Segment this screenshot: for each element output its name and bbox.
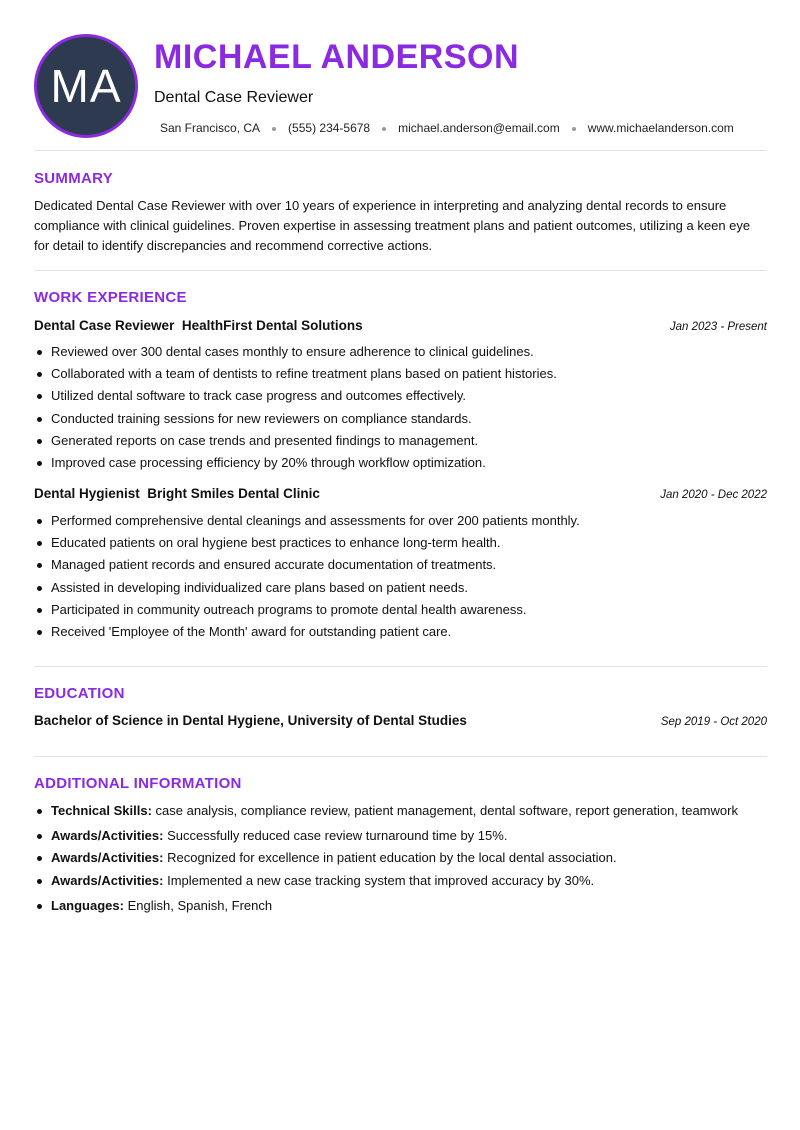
job-role-line: [34, 318, 363, 333]
list-item: Conducted training sessions for new reviewers on compliance standards.: [34, 408, 767, 430]
item-label: Languages:: [51, 897, 124, 913]
list-item: Performed comprehensive dental cleanings and assessments for over 200 patients monthly.: [34, 510, 767, 532]
list-item: Assisted in developing individualized care plans based on patient needs.: [34, 577, 767, 599]
item-text: Recognized for excellence in patient education by the local dental association.: [167, 850, 617, 866]
divider: [34, 270, 767, 271]
list-item: [34, 895, 767, 917]
avatar: [34, 34, 138, 138]
list-item: Utilized dental software to track case progress and outcomes effectively.: [34, 385, 767, 407]
separator-dot-icon: [572, 127, 576, 131]
item-label: Awards/Activities:: [51, 872, 164, 888]
education-dates: Sep 2019 - Oct 2020: [660, 716, 767, 728]
contact-bar: [160, 121, 734, 135]
separator-dot-icon: [272, 127, 276, 131]
separator-dot-icon: [382, 127, 386, 131]
list-item: Generated reports on case trends and presented findings to management.: [34, 430, 767, 452]
job-bullets: [34, 341, 767, 474]
summary-text: Dedicated Dental Case Reviewer with over 10 years of experience in interpreting and analyzing dental records to ensure compliance with clinical guidelines. Proven expertise in assessing treatment plans and patient outcomes, utilizing a keen eye for detail to identify discrepancies and recommend corrective actions.: [34, 198, 751, 253]
job-company: Bright Smiles Dental Clinic: [147, 486, 320, 501]
list-item: [34, 847, 767, 869]
candidate-name: MICHAEL ANDERSON: [154, 38, 520, 76]
list-item: [34, 870, 767, 892]
list-item: Participated in community outreach programs to promote dental health awareness.: [34, 599, 767, 621]
item-text: Successfully reduced case review turnaround time by 15%.: [167, 828, 508, 844]
job-dates: Jan 2023 - Present: [669, 321, 767, 333]
divider: [34, 756, 767, 757]
list-item: Collaborated with a team of dentists to refine treatment plans based on patient histories.: [34, 363, 767, 385]
list-item: [34, 825, 767, 847]
contact-website[interactable]: www.michaelanderson.com: [587, 121, 734, 135]
list-item: Managed patient records and ensured accurate documentation of treatments.: [34, 554, 767, 576]
candidate-title: Dental Case Reviewer: [154, 89, 314, 106]
education-entry: [34, 713, 767, 728]
list-item: Improved case processing efficiency by 20% through workflow optimization.: [34, 452, 767, 474]
divider: [34, 666, 767, 667]
job-role: Dental Hygienist: [34, 486, 140, 501]
item-text: Implemented a new case tracking system that improved accuracy by 30%.: [167, 872, 595, 888]
item-label: Awards/Activities:: [51, 850, 164, 866]
job-company: HealthFirst Dental Solutions: [181, 318, 363, 333]
work-experience-heading: WORK EXPERIENCE: [34, 289, 187, 306]
item-text: case analysis, compliance review, patient management, dental software, report generation, teamwork: [155, 803, 738, 818]
divider: [34, 150, 767, 151]
education-heading: EDUCATION: [34, 685, 125, 702]
additional-info-heading: ADDITIONAL INFORMATION: [34, 775, 242, 792]
job-dates: Jan 2020 - Dec 2022: [660, 489, 767, 501]
list-item: Educated patients on oral hygiene best practices to enhance long-term health.: [34, 532, 767, 554]
job-header: [34, 486, 767, 501]
contact-phone: (555) 234-5678: [288, 121, 371, 135]
list-item: [34, 800, 767, 822]
item-label: Technical Skills:: [51, 803, 152, 818]
job-bullets: [34, 510, 767, 643]
item-text: English, Spanish, French: [127, 897, 273, 913]
list-item: Received 'Employee of the Month' award for outstanding patient care.: [34, 621, 767, 643]
job-header: [34, 318, 767, 333]
avatar-initials: MA: [50, 60, 122, 112]
summary-heading: SUMMARY: [34, 170, 114, 187]
education-degree: Bachelor of Science in Dental Hygiene, University of Dental Studies: [34, 713, 467, 728]
job-role-line: [34, 486, 320, 501]
contact-email[interactable]: michael.anderson@email.com: [398, 121, 560, 135]
contact-location: San Francisco, CA: [160, 121, 261, 135]
job-role: Dental Case Reviewer: [34, 318, 175, 333]
item-label: Awards/Activities:: [51, 828, 164, 844]
additional-info-list: [34, 800, 767, 917]
list-item: Reviewed over 300 dental cases monthly to ensure adherence to clinical guidelines.: [34, 341, 767, 363]
